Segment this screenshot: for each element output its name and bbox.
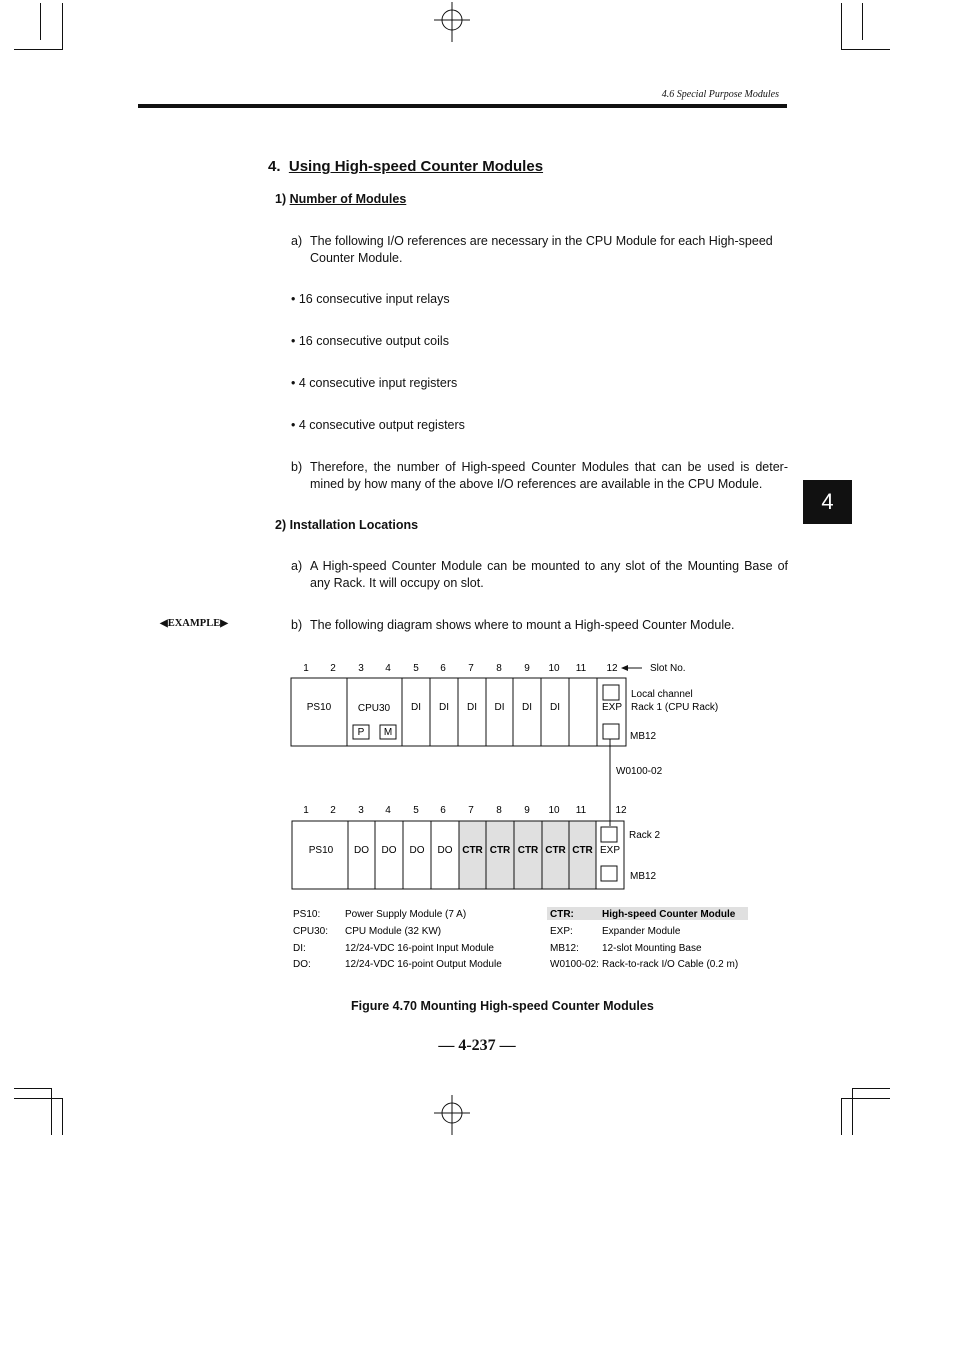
subheading-title: Installation Locations [289, 518, 419, 532]
io-module-label: DI [550, 702, 560, 713]
rack1-slot-numbers [303, 663, 618, 674]
slot-number: 10 [548, 805, 560, 816]
cpu-button-label: P [357, 727, 365, 738]
text-line: mined by how many of the above I/O references are available in the CPU Module. [310, 477, 763, 491]
slot-number: 10 [548, 663, 560, 674]
section-number: 4. [268, 158, 281, 175]
running-header: 4.6 Special Purpose Modules [661, 89, 779, 100]
io-module-label: DO [437, 845, 453, 856]
legend-key: CPU30: [293, 926, 329, 937]
io-module-label: DO [381, 845, 397, 856]
slot-number: 9 [524, 663, 530, 674]
bullet-item: • 16 consecutive input relays [291, 292, 450, 306]
paragraph-text: The following diagram shows where to mount a High-speed Counter Module. [310, 618, 735, 632]
paragraph-label: a) [291, 559, 303, 573]
io-module-label: DO [354, 845, 369, 856]
subheading-number: 1) [275, 192, 287, 206]
bullet-item: • 16 consecutive output coils [291, 334, 449, 348]
text-line: Therefore, the number of High-speed Counter Modules that can be used is deter- [310, 460, 788, 474]
paragraph-label: a) [291, 234, 303, 248]
io-module-label: DI [411, 702, 421, 713]
section-title: Using High-speed Counter Modules [288, 158, 544, 175]
legend-key: EXP: [550, 926, 573, 937]
exp-connector-bottom [603, 724, 619, 739]
slot-number: 7 [468, 805, 474, 816]
slot-number: 4 [385, 805, 391, 816]
slot-number: 6 [440, 663, 446, 674]
exp-connector-bottom [601, 866, 617, 881]
rack2-label: Rack 2 [629, 830, 661, 841]
bullet-item: • 4 consecutive output registers [291, 418, 465, 432]
slot-number: 11 [575, 663, 587, 674]
registration-mark-bottom [432, 1093, 472, 1137]
legend-key: DI: [293, 943, 306, 954]
rack1-label-rack1: Rack 1 (CPU Rack) [631, 702, 719, 713]
slot-number: 9 [524, 805, 530, 816]
legend-key: CTR: [550, 909, 574, 920]
exp-connector-top [601, 827, 617, 842]
paragraph-label: b) [291, 618, 303, 632]
legend-value: 12-slot Mounting Base [602, 943, 702, 954]
io-module-label: DI [439, 702, 449, 713]
bullet-item: • 4 consecutive input registers [291, 376, 458, 390]
text-line: any Rack. It will occupy on slot. [310, 576, 484, 590]
cpu-button-label: M [383, 727, 393, 738]
legend-key: DO: [293, 959, 311, 970]
legend-value: 12/24-VDC 16-point Input Module [345, 943, 494, 954]
chapter-tab: 4 [803, 480, 852, 524]
text-line: Counter Module. [310, 251, 403, 265]
ctr-module-label: CTR [517, 845, 539, 856]
slot-number: 1 [303, 805, 309, 816]
io-module-label: DI [494, 702, 505, 713]
legend-value: High-speed Counter Module [602, 909, 736, 920]
slot-number: 3 [358, 805, 364, 816]
exp-connector-top [603, 685, 619, 700]
ps-module-label: PS10 [306, 702, 332, 713]
slot-number: 5 [413, 663, 419, 674]
subheading-number: 2) [275, 518, 287, 532]
cable-label: W0100-02 [616, 766, 663, 777]
text-line: A High-speed Counter Module can be mounted to any slot of the Mounting Base of [310, 559, 788, 573]
legend-key: MB12: [550, 943, 579, 954]
slot-number: 1 [303, 663, 309, 674]
arrow-head-icon [621, 665, 628, 671]
io-module-label: DO [409, 845, 425, 856]
left-triangle-icon: ◀ [160, 618, 168, 629]
ctr-module-label: CTR [572, 845, 593, 856]
legend-value: CPU Module (32 KW) [345, 926, 442, 937]
text-line: The following I/O references are necessary in the CPU Module for each High-speed [310, 234, 773, 248]
figure-caption: Figure 4.70 Mounting High-speed Counter Modules [351, 999, 654, 1013]
ctr-module-label: CTR [545, 845, 566, 856]
page-number: — 4-237 — [438, 1037, 516, 1054]
io-module-label: DI [467, 702, 477, 713]
slot-number: 6 [440, 805, 446, 816]
rack2 [292, 821, 624, 889]
slot-number: 12 [615, 805, 627, 816]
rack1-label-local-channel: Local channel [631, 689, 693, 700]
legend-key: PS10: [293, 909, 321, 920]
legend-left [293, 909, 502, 970]
subheading-title: Number of Modules [289, 192, 407, 206]
io-module-label: DI [522, 702, 532, 713]
slot-number: 11 [575, 805, 587, 816]
slot-number: 4 [385, 663, 391, 674]
ps-module-label: PS10 [308, 845, 334, 856]
legend-value: 12/24-VDC 16-point Output Module [345, 959, 502, 970]
exp-module-label: EXP [601, 702, 623, 713]
rack1-mb-label: MB12 [630, 731, 657, 742]
rack2-slot-numbers [303, 805, 627, 816]
rack1 [291, 678, 626, 746]
slot-number: 8 [496, 663, 502, 674]
ctr-module-label: CTR [489, 845, 511, 856]
slot-number: 8 [496, 805, 502, 816]
legend-value: Rack-to-rack I/O Cable (0.2 m) [602, 959, 739, 970]
example-label: EXAMPLE [167, 618, 221, 629]
slot-number: 12 [606, 663, 618, 674]
legend-value: Expander Module [602, 926, 681, 937]
slot-number: 2 [330, 663, 336, 674]
slot-number: 5 [413, 805, 419, 816]
slot-number: 3 [358, 663, 364, 674]
legend-key: W0100-02: [550, 959, 599, 970]
paragraph-label: b) [291, 460, 303, 474]
ctr-module-label: CTR [462, 845, 483, 856]
cpu-module-label: CPU30 [357, 703, 391, 714]
slot-no-label: Slot No. [650, 663, 686, 674]
right-triangle-icon: ▶ [220, 618, 228, 629]
exp-module-label: EXP [599, 845, 621, 856]
slot-number: 7 [468, 663, 474, 674]
slot-number: 2 [330, 805, 336, 816]
rack2-mb-label: MB12 [630, 871, 657, 882]
legend-value: Power Supply Module (7 A) [345, 909, 467, 920]
